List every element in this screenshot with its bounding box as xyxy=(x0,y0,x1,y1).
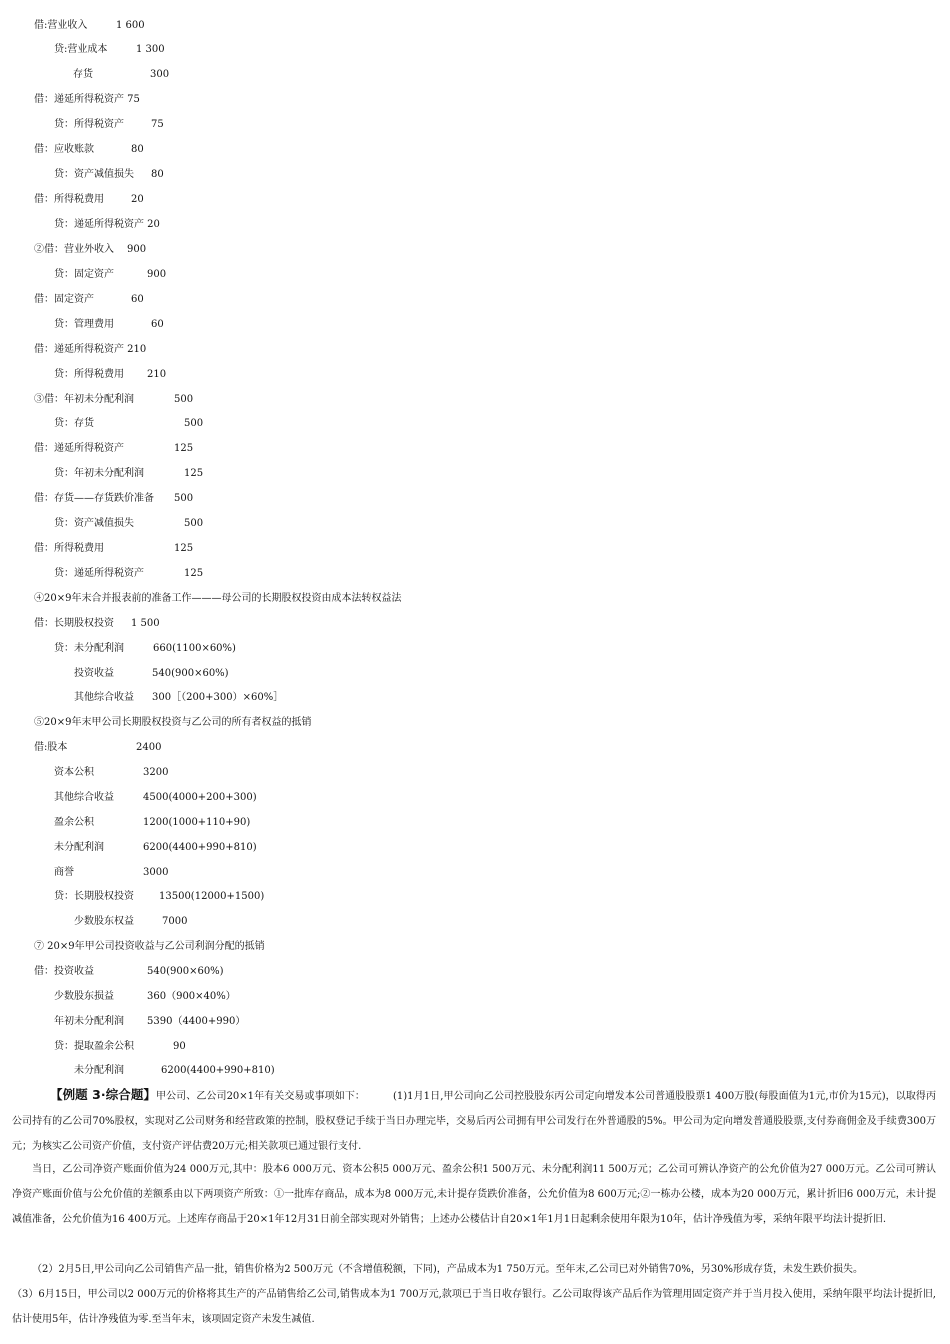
journal-account: 贷：所得税资产 xyxy=(54,119,124,130)
journal-account: 贷：未分配利润 xyxy=(54,643,124,654)
journal-amount: 3200 xyxy=(143,767,169,778)
journal-amount: 3000 xyxy=(143,867,169,878)
journal-amount: 125 xyxy=(184,568,204,579)
journal-account: 贷：所得税费用 xyxy=(54,369,124,380)
journal-account: 贷：递延所得税资产 xyxy=(54,568,144,579)
journal-account: 少数股东损益 xyxy=(54,991,114,1002)
journal-amount: 900 xyxy=(147,269,167,280)
journal-amount: 2400 xyxy=(136,742,162,753)
journal-amount: 125 xyxy=(174,543,194,554)
journal-amount: 125 xyxy=(184,468,204,479)
journal-account: 贷：资产减值损失 xyxy=(54,518,134,529)
example-paragraph-4 xyxy=(12,1282,936,1332)
journal-account: 少数股东权益 xyxy=(74,916,134,927)
journal-amount: 60 xyxy=(151,319,164,330)
journal-account: 商誉 xyxy=(54,867,74,878)
journal-amount: 1200(1000+110+90) xyxy=(143,817,251,828)
journal-account: 借：投资收益 xyxy=(34,966,94,977)
example-paragraph-3 xyxy=(12,1257,936,1282)
journal-amount: 300［（200+300）×60%］ xyxy=(152,692,284,703)
journal-account: 借：递延所得税资产 75 xyxy=(34,94,140,105)
journal-account: ⑤20×9年末甲公司长期股权投资与乙公司的所有者权益的抵销 xyxy=(34,717,312,728)
example-intro: 甲公司、乙公司20×1年有关交易或事项如下： xyxy=(156,1091,365,1102)
example-item-1: (1)1月1日,甲公司向乙公司控股股东丙公司定向增发本公司普通股股票1 400万股(每股面值为1元,市价为15元)，以取得丙公司持有的乙公司70%股权，实现对乙公司财务和经营政策的控制，股权登记手续于当日办理完毕，交易后丙公司拥有甲公司发行在外普通股的5%。甲公司为定向增发普通股股票,支付券商佣金及手续费300万元；为核实乙公司资产价值，支付资产评估费20万元;相关款项已通过银行支付. xyxy=(12,1091,936,1152)
journal-amount: 7000 xyxy=(162,916,188,927)
journal-account: 盈余公积 xyxy=(54,817,94,828)
journal-account: 贷：长期股权投资 xyxy=(54,891,134,902)
journal-amount: 660(1100×60%) xyxy=(153,643,236,654)
example-paragraph-2 xyxy=(12,1157,936,1232)
journal-account: 借：应收账款 xyxy=(34,144,94,155)
journal-amount: 360（900×40%） xyxy=(147,991,236,1002)
journal-amount: 125 xyxy=(174,443,194,454)
journal-account: 借：固定资产 xyxy=(34,294,94,305)
journal-account: 贷：存货 xyxy=(54,418,94,429)
example-item-1-detail: 当日，乙公司净资产账面价值为24 000万元,其中：股本6 000万元、资本公积5 000万元、盈余公积1 500万元、未分配利润11 500万元；乙公司可辨认净资产的公允价值为27 000万元。乙公司可辨认净资产账面价值与公允价值的差额系由以下两项资产所致：①一批库存商品，成本为8 000万元,未计提存货跌价准备，公允价值为8 600万元;②一栋办公楼，成本为20 000万元，累计折旧6 000万元，未计提减值准备，公允价值为16 400万元。上述库存商品于20×1年12月31日前全部实现对外销售；上述办公楼估计自20×1年1月1日起剩余使用年限为10年，估计净残值为零，采纳年限平均法计提折旧. xyxy=(12,1164,936,1225)
journal-account: 借:股本 xyxy=(34,742,68,753)
journal-amount: 20 xyxy=(131,194,144,205)
journal-account: 存货 xyxy=(73,69,93,80)
journal-account: 贷：管理费用 xyxy=(54,319,114,330)
journal-account: 借：存货——存货跌价准备 xyxy=(34,493,154,504)
journal-account: 贷:营业成本 xyxy=(54,44,108,55)
journal-account: 借：递延所得税资产 xyxy=(34,443,124,454)
journal-account: ⑦ 20×9年甲公司投资收益与乙公司利润分配的抵销 xyxy=(34,941,265,952)
journal-account: 借：递延所得税资产 210 xyxy=(34,344,147,355)
journal-amount: 4500(4000+200+300) xyxy=(143,792,257,803)
journal-amount: 5390（4400+990） xyxy=(147,1016,246,1027)
example-item-3: （3）6月15日，甲公司以2 000万元的价格将其生产的产品销售给乙公司,销售成本为1 700万元,款项已于当日收存银行。乙公司取得该产品后作为管理用固定资产并于当月投入使用，采纳年限平均法计提折旧,估计使用5年，估计净残值为零.至当年末，该项固定资产未发生减值. xyxy=(12,1289,936,1325)
journal-account: ③借：年初未分配利润 xyxy=(34,394,134,405)
journal-amount: 500 xyxy=(184,418,204,429)
journal-amount: 90 xyxy=(173,1041,186,1052)
journal-account: ④20×9年末合并报表前的准备工作———母公司的长期股权投资由成本法转权益法 xyxy=(34,593,402,604)
journal-account: 未分配利润 xyxy=(54,842,104,853)
journal-account: 贷：年初未分配利润 xyxy=(54,468,144,479)
journal-amount: 1 300 xyxy=(136,44,165,55)
journal-account: 贷：提取盈余公积 xyxy=(54,1041,134,1052)
journal-amount: 500 xyxy=(184,518,204,529)
example-paragraph-1 xyxy=(12,1082,936,1159)
journal-account: 借：长期股权投资 xyxy=(34,618,114,629)
journal-account: 其他综合收益 xyxy=(74,692,134,703)
journal-amount: 210 xyxy=(147,369,167,380)
journal-account: 资本公积 xyxy=(54,767,94,778)
example-heading: 【例题 3·综合题】 xyxy=(50,1087,157,1102)
journal-account: ②借：营业外收入 xyxy=(34,244,114,255)
journal-amount: 300 xyxy=(150,69,170,80)
journal-amount: 500 xyxy=(174,394,194,405)
journal-amount: 13500(12000+1500) xyxy=(159,891,265,902)
example-item-2: （2）2月5日,甲公司向乙公司销售产品一批，销售价格为2 500万元（不含增值税额，下同)，产品成本为1 750万元。至年末,乙公司已对外销售70%，另30%形成存货，未发生跌价损失。 xyxy=(32,1264,864,1275)
journal-account: 其他综合收益 xyxy=(54,792,114,803)
journal-amount: 75 xyxy=(151,119,164,130)
journal-account: 年初未分配利润 xyxy=(54,1016,124,1027)
journal-amount: 540(900×60%) xyxy=(152,668,229,679)
journal-amount: 80 xyxy=(151,169,164,180)
journal-amount: 900 xyxy=(127,244,147,255)
journal-account: 贷：固定资产 xyxy=(54,269,114,280)
journal-amount: 540(900×60%) xyxy=(147,966,224,977)
journal-amount: 6200(4400+990+810) xyxy=(143,842,257,853)
journal-account: 借：所得税费用 xyxy=(34,543,104,554)
journal-amount: 500 xyxy=(174,493,194,504)
journal-amount: 6200(4400+990+810) xyxy=(161,1065,275,1076)
journal-account: 投资收益 xyxy=(74,668,114,679)
journal-account: 未分配利润 xyxy=(74,1065,124,1076)
journal-amount: 60 xyxy=(131,294,144,305)
journal-amount: 1 600 xyxy=(116,20,145,31)
journal-account: 贷：递延所得税资产 20 xyxy=(54,219,160,230)
journal-amount: 1 500 xyxy=(131,618,160,629)
journal-amount: 80 xyxy=(131,144,144,155)
journal-account: 贷：资产减值损失 xyxy=(54,169,134,180)
journal-account: 借：所得税费用 xyxy=(34,194,104,205)
journal-account: 借:营业收入 xyxy=(34,20,88,31)
